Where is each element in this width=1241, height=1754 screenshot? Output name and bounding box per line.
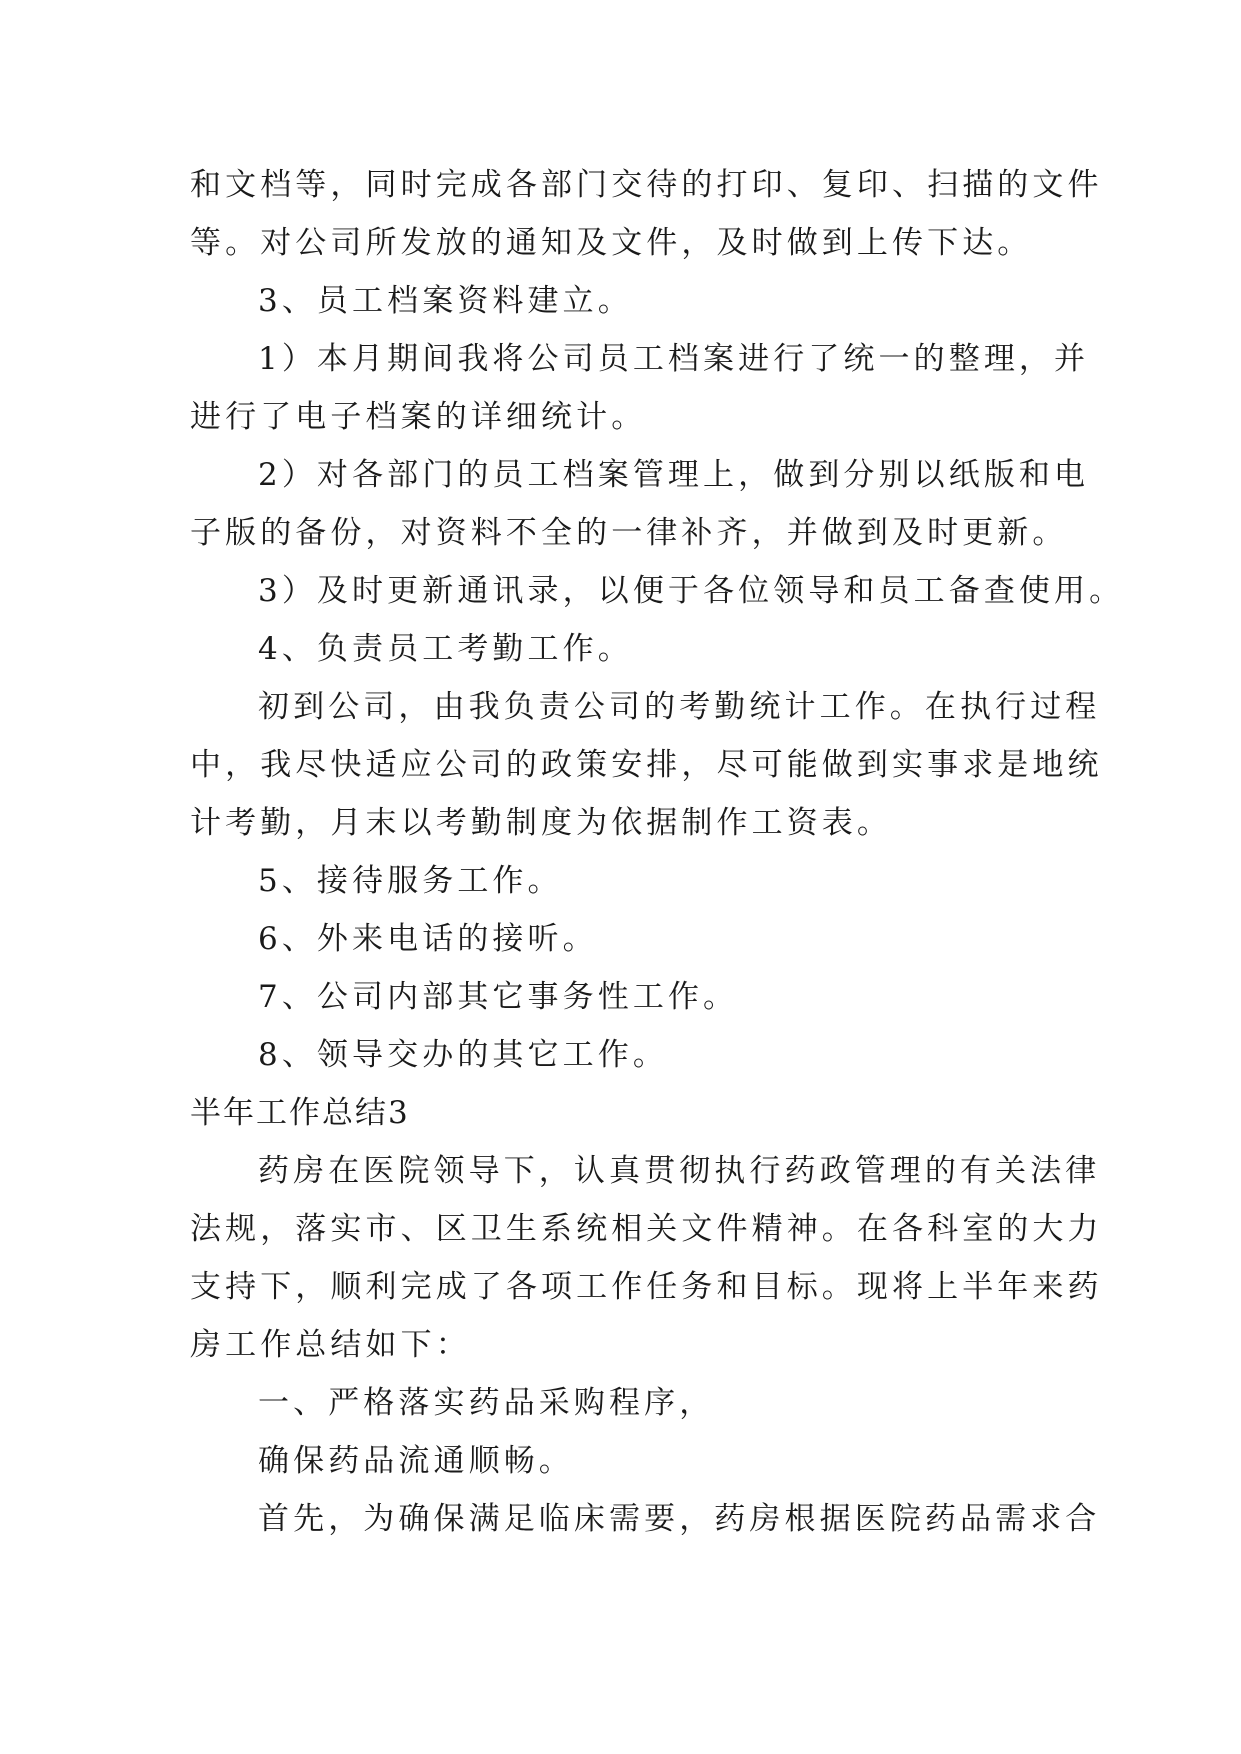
section-item: 6、外来电话的接听。 bbox=[258, 921, 598, 957]
text-line: 法规，落实市、区卫生系统相关文件精神。在各科室的大力 bbox=[190, 1211, 1103, 1247]
section-item: 3、员工档案资料建立。 bbox=[258, 283, 633, 319]
text-line: 确保药品流通顺畅。 bbox=[258, 1443, 574, 1479]
section-heading: 半年工作总结3 bbox=[190, 1095, 410, 1131]
section-item: 5、接待服务工作。 bbox=[258, 863, 563, 899]
section-item: 8、领导交办的其它工作。 bbox=[258, 1037, 668, 1073]
text-line: 3）及时更新通讯录，以便于各位领导和员工备查使用。 bbox=[258, 573, 1125, 609]
document-page bbox=[190, 156, 1125, 1548]
text-line: 房工作总结如下： bbox=[190, 1327, 471, 1363]
section-item: 4、负责员工考勤工作。 bbox=[258, 631, 633, 667]
text-line: 子版的备份，对资料不全的一律补齐，并做到及时更新。 bbox=[190, 515, 1068, 551]
text-line: 进行了电子档案的详细统计。 bbox=[190, 399, 647, 435]
text-line: 和文档等，同时完成各部门交待的打印、复印、扫描的文件 bbox=[190, 167, 1103, 203]
text-line: 2）对各部门的员工档案管理上，做到分别以纸版和电 bbox=[258, 457, 1090, 493]
text-line: 计考勤，月末以考勤制度为依据制作工资表。 bbox=[190, 805, 892, 841]
text-line: 首先，为确保满足临床需要，药房根据医院药品需求合 bbox=[258, 1501, 1101, 1537]
text-line: 初到公司，由我负责公司的考勤统计工作。在执行过程 bbox=[258, 689, 1101, 725]
text-line: 支持下，顺利完成了各项工作任务和目标。现将上半年来药 bbox=[190, 1269, 1103, 1305]
text-line: 1）本月期间我将公司员工档案进行了统一的整理，并 bbox=[258, 341, 1090, 377]
text-line: 中，我尽快适应公司的政策安排，尽可能做到实事求是地统 bbox=[190, 747, 1103, 783]
text-line: 等。对公司所发放的通知及文件，及时做到上传下达。 bbox=[190, 225, 1033, 261]
section-item: 7、公司内部其它事务性工作。 bbox=[258, 979, 739, 1015]
text-line: 药房在医院领导下，认真贯彻执行药政管理的有关法律 bbox=[258, 1153, 1101, 1189]
section-item: 一、严格落实药品采购程序， bbox=[258, 1385, 715, 1421]
